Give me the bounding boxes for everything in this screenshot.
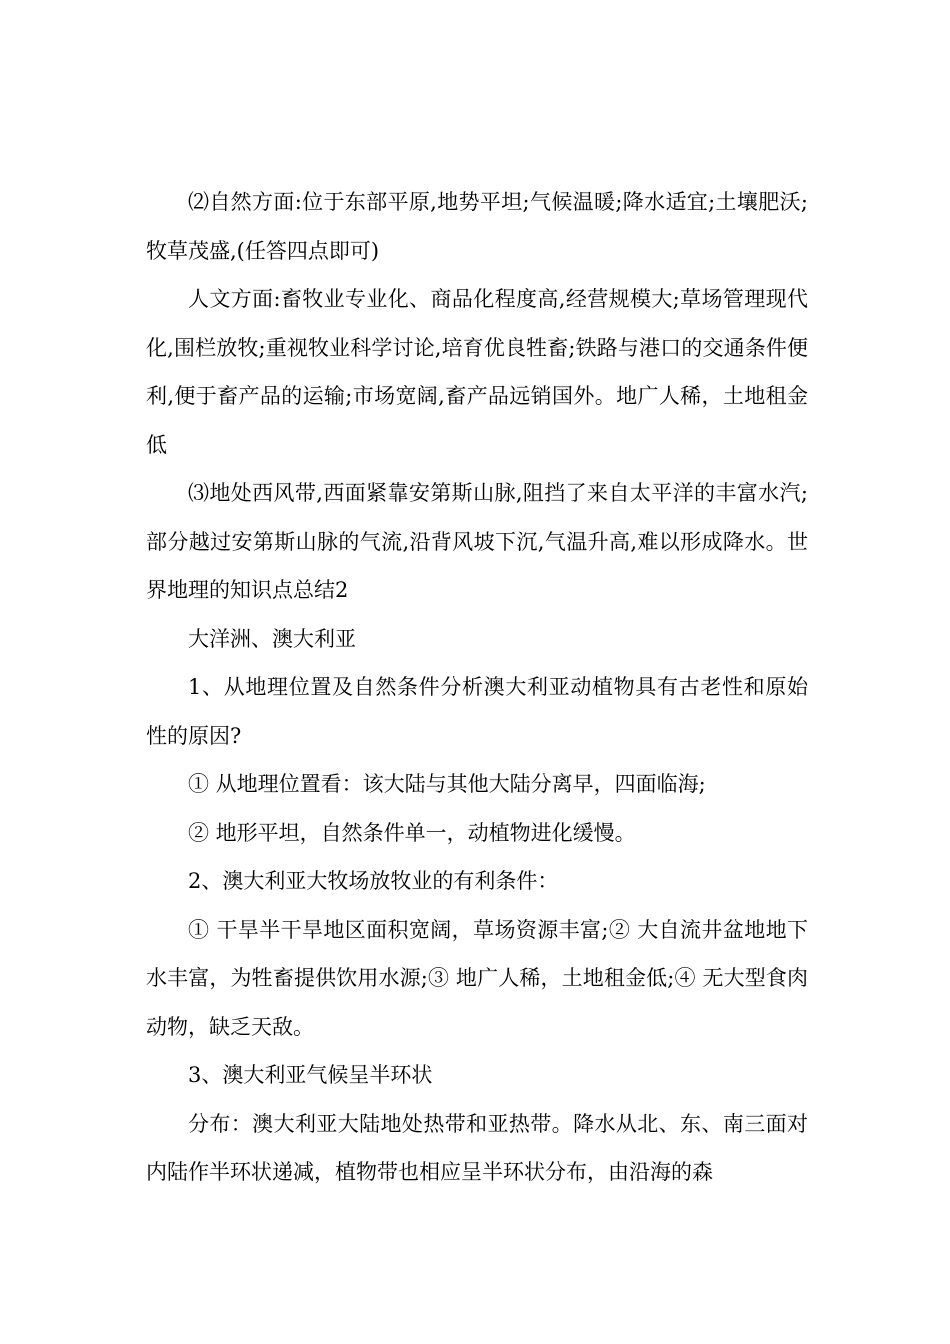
answer-2: ① 干旱半干旱地区面积宽阔，草场资源丰富;② 大自流井盆地地下水丰富，为牲畜提供饮用水源;③ 地广人稀，土地租金低;④ 无大型食肉动物，缺乏天敌。	[146, 917, 808, 1039]
document-body	[146, 178, 808, 1197]
section-heading-oceania: 大洋洲、澳大利亚	[188, 626, 356, 651]
answer-1-point-1: ① 从地理位置看：该大陆与其他大陆分离早，四面临海;	[188, 772, 706, 796]
question-1: 1、从地理位置及自然条件分析澳大利亚动植物具有古老性和原始性的原因?	[146, 675, 808, 748]
question-3: 3、澳大利亚气候呈半环状	[188, 1063, 433, 1087]
question-2: 2、澳大利亚大牧场放牧业的有利条件：	[188, 869, 559, 893]
paragraph-natural-factors: ⑵自然方面:位于东部平原,地势平坦;气候温暖;降水适宜;土壤肥沃;牧草茂盛,(任答四点即可)	[146, 190, 808, 263]
answer-3: 分布：澳大利亚大陆地处热带和亚热带。降水从北、东、南三面对内陆作半环状递减，植物带也相应呈半环状分布，由沿海的森	[146, 1111, 808, 1184]
paragraph-human-factors: 人文方面:畜牧业专业化、商品化程度高,经营规模大;草场管理现代化,围栏放牧;重视牧业科学讨论,培育优良牲畜;铁路与港口的交通条件便利,便于畜产品的运输;市场宽阔,畜产品远销国外。地广人稀，土地租金低	[146, 287, 808, 457]
answer-1-point-2: ② 地形平坦，自然条件单一，动植物进化缓慢。	[188, 820, 636, 845]
paragraph-westerlies: ⑶地处西风带,西面紧靠安第斯山脉,阻挡了来自太平洋的丰富水汽;部分越过安第斯山脉的气流,沿背风坡下沉,气温升高,难以形成降水。世界地理的知识点总结2	[146, 481, 808, 602]
